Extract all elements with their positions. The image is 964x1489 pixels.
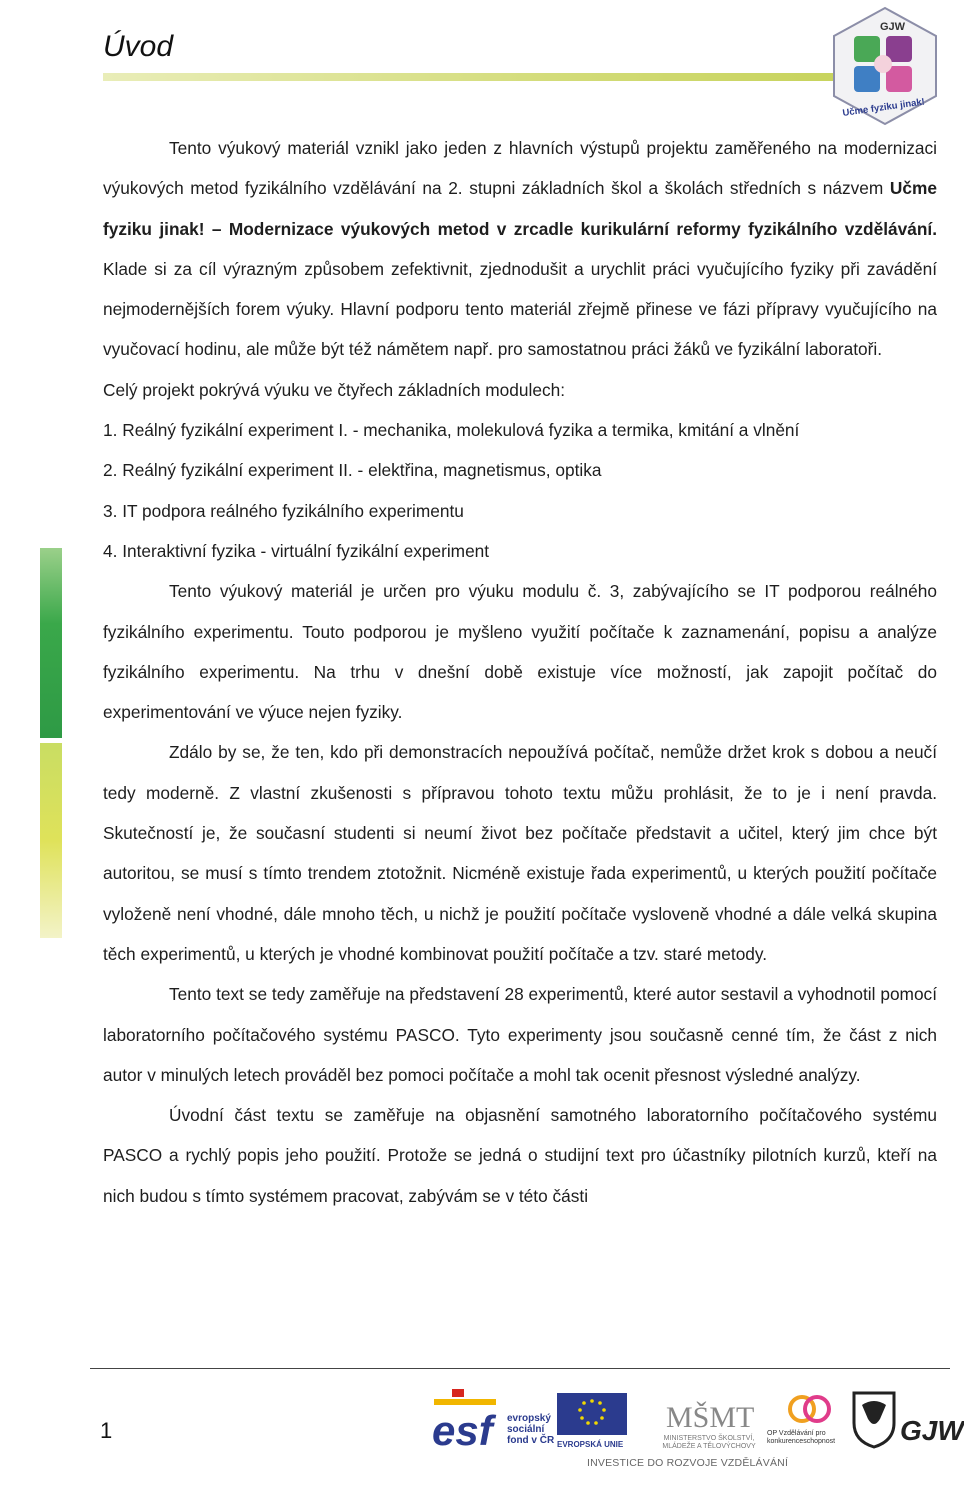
intro-text-a: Tento výukový materiál vznikl jako jeden z hlavních výstupů projektu zaměřeného na modernizaci výukových metod fyzikálního vzdělávání na 2. stupni základních škol a školách středních s názvem xyxy=(103,138,937,199)
logo-tile-pink xyxy=(886,66,912,92)
footer-logos xyxy=(432,1385,964,1483)
side-color-bar xyxy=(40,548,62,938)
paragraph-experiments: Tento text se tedy zaměřuje na představení 28 experimentů, které autor sestavil a vyhodnotil pomocí laboratorního počítačového systému PASCO. Tyto experimenty jsou současně cenné tím, že část z nich autor v minulých letech prováděl bez pomoci počítače a mohl tak ocenit přesnost výsledné analýzy. xyxy=(103,984,937,1085)
gjw-wordmark: GJW xyxy=(900,1415,964,1446)
project-logo xyxy=(830,6,940,126)
intro-text-b: Klade si za cíl výrazným způsobem zefektivnit, zjednodušit a urychlit práci vyučujícího fyziky při zavádění nejmodernějších forem výuky. Hlavní podporu tento materiál zřejmě přinese ve fázi přípravy vyučujícího na vyučovací hodinu, ale může být též námětem např. pro samostatnou práci žáků ve fyzikální laboratoři. xyxy=(103,258,937,360)
list-item: 2. Reálný fyzikální experiment II. - elektřina, magnetismus, optika xyxy=(103,460,602,481)
list-item: 1. Reálný fyzikální experiment I. - mechanika, molekulová fyzika a termika, kmitání a vlnění xyxy=(103,420,800,441)
page-number: 1 xyxy=(100,1418,113,1443)
paragraph-computers: Zdálo by se, že ten, kdo při demonstracích nepoužívá počítač, nemůže držet krok s dobou a neučí tedy moderně. Z vlastní zkušenosti s přípravou tohoto textu můžu prohlásit, že to je i není pravda. Skutečností je, že současní studenti si neumí život bez počítače představit a učitel, který jim chce být autoritou, se musí s tímto trendem ztotožnit. Nicméně existuje řada experimentů, u kterých použití počítače vyloženě není vhodné, dále mnoho těch, u nichž je použití počítače vysloveně vhodné a dále velká skupina těch experimentů, u kterých je vhodné kombinovat použití počítače a tzv. staré metody. xyxy=(103,742,937,964)
title-underline xyxy=(103,73,848,81)
paragraph-pasco: Úvodní část textu se zaměřuje na objasnění samotného laboratorního počítačového systému PASCO a rychlý popis jeho použití. Protože se jedná o studijní text pro účastníky pilotních kurzů, kteří na nich budou s tímto systémem pracovat, zabývám se v této části xyxy=(103,1105,937,1206)
op-caption: OP Vzdělávání pro konkurenceschopnost xyxy=(767,1430,836,1445)
page-title: Úvod xyxy=(103,30,174,63)
list-item: 4. Interaktivní fyzika - virtuální fyzikální experiment xyxy=(103,540,490,561)
msmt-logo xyxy=(664,1387,755,1435)
msmt-caption: MINISTERSTVO ŠKOLSTVÍ, MLÁDEŽE A TĚLOVÝCHOVY xyxy=(662,1435,756,1450)
logo-gjw-text: GJW xyxy=(880,21,906,33)
side-bar-yellow xyxy=(40,743,62,938)
gjw-crest xyxy=(850,1389,898,1449)
side-bar-green xyxy=(40,548,62,738)
logo-tile-blue xyxy=(854,66,880,92)
footer-divider xyxy=(90,1368,950,1369)
logo-tile-purple xyxy=(886,36,912,62)
paragraph-modules-intro: Celý projekt pokrývá výuku ve čtyřech základních modulech: xyxy=(103,379,566,400)
modules-list xyxy=(103,410,937,571)
list-item: 3. IT podpora reálného fyzikálního experimentu xyxy=(103,500,464,521)
op-logo xyxy=(777,1389,847,1429)
paragraph-intro xyxy=(103,128,937,370)
msmt-wordmark: MŠMT xyxy=(666,1401,755,1434)
eu-caption: EVROPSKÁ UNIE xyxy=(557,1440,624,1449)
esf-caption: evropský sociální fond v ČR xyxy=(507,1413,555,1446)
esf-wordmark: esf xyxy=(432,1407,493,1454)
project-name: Učme fyziku jinak! – Modernizace výukových metod v zrcadle kurikulární reformy fyzikálního vzdělávání. xyxy=(103,178,937,239)
paragraph-module3: Tento výukový materiál je určen pro výuku modulu č. 3, zabývajícího se IT podporou reálného fyzikálního experimentu. Touto podporou je myšleno využití počítače k zaznamenání, popisu a analýze fyzikálního experimentu. Na trhu v dnešní době existuje více možností, jak zapojit počítač do experimentování ve výuce nejen fyziky. xyxy=(103,581,937,723)
investment-slogan: INVESTICE DO ROZVOJE VZDĚLÁVÁNÍ xyxy=(587,1457,789,1469)
main-text xyxy=(103,128,937,1216)
logo-motto: Učme fyziku jinak! xyxy=(841,96,926,119)
logo-tile-green xyxy=(854,36,880,62)
